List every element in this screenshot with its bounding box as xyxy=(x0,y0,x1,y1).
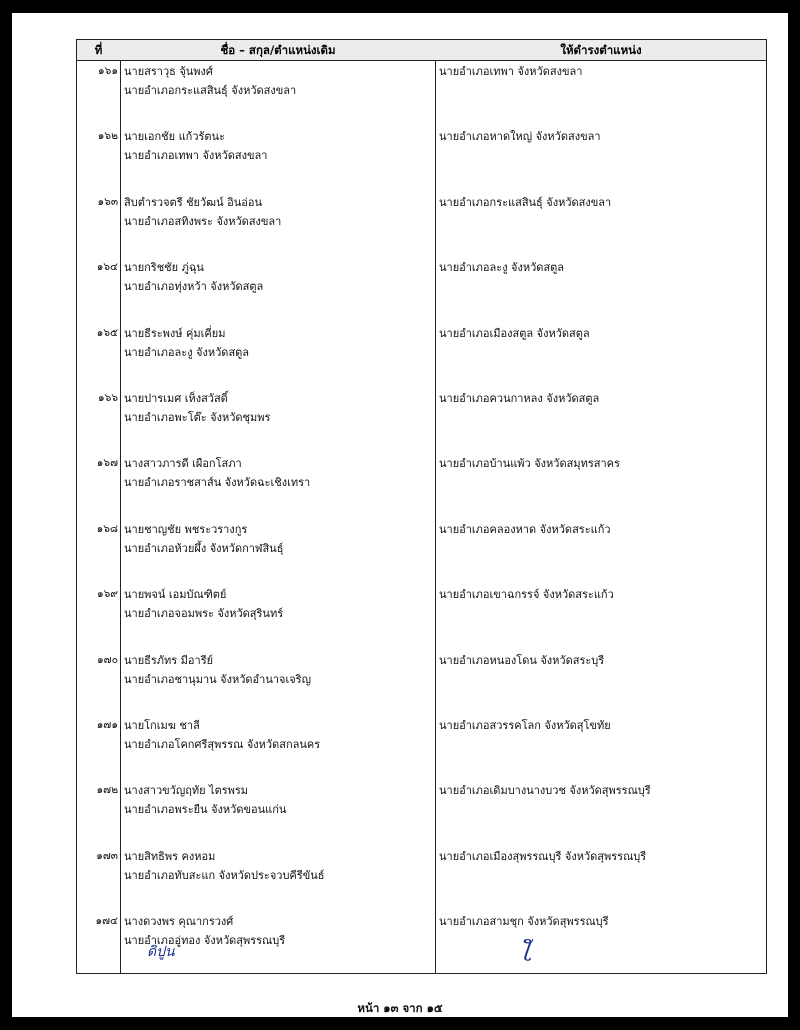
new-position: นายอำเภอเมืองสตูล จังหวัดสตูล xyxy=(439,326,590,340)
new-position: นายอำเภอควนกาหลง จังหวัดสตูล xyxy=(439,391,600,405)
person-name: นางดวงพร คุณากรวงศ์ xyxy=(124,915,234,929)
old-position: นายอำเภอทับสะแก จังหวัดประจวบคีรีขันธ์ xyxy=(124,868,325,882)
table-row xyxy=(77,650,766,715)
person-name: นายพจน์ เอมบัณฑิตย์ xyxy=(124,588,227,602)
new-position: นายอำเภอละงู จังหวัดสตูล xyxy=(439,261,565,275)
person-name: นายกริชชัย ภู่ฉุน xyxy=(124,261,204,275)
new-position: นายอำเภอบ้านแพ้ว จังหวัดสมุทรสาคร xyxy=(439,457,620,471)
header-new-position: ให้ดำรงตำแหน่ง xyxy=(560,43,642,57)
table-row xyxy=(77,911,766,976)
row-number: ๑๖๒ xyxy=(97,130,118,143)
row-number: ๑๖๙ xyxy=(96,588,118,601)
old-position: นายอำเภอห้วยผึ้ง จังหวัดกาฬสินธุ์ xyxy=(124,541,284,555)
old-position: นายอำเภออู่ทอง จังหวัดสุพรรณบุรี xyxy=(124,934,286,948)
old-position: นายอำเภอสทิงพระ จังหวัดสงขลา xyxy=(124,214,282,228)
row-number: ๑๗๐ xyxy=(97,653,118,666)
person-name: นายเอกชัย แก้วรัตนะ xyxy=(124,130,225,144)
table-row xyxy=(77,323,766,388)
table-row xyxy=(77,453,766,518)
table-row xyxy=(77,715,766,780)
new-position: นายอำเภอเทพา จังหวัดสงขลา xyxy=(439,65,583,78)
old-position: นายอำเภอเทพา จังหวัดสงขลา xyxy=(124,149,268,163)
person-name: นายปารเมศ เห็งสวัสดิ์ xyxy=(124,391,228,405)
table-row xyxy=(77,192,766,257)
signature-left: ดิปูน xyxy=(147,944,175,960)
new-position: นายอำเภอสามชุก จังหวัดสุพรรณบุรี xyxy=(439,915,609,929)
document-page xyxy=(12,13,788,1017)
new-position: นายอำเภอกระแสสินธุ์ จังหวัดสงขลา xyxy=(439,195,612,209)
row-number: ๑๖๔ xyxy=(96,261,118,274)
new-position: นายอำเภอคลองหาด จังหวัดสระแก้ว xyxy=(439,522,611,536)
appointment-table xyxy=(76,39,767,974)
table-header xyxy=(77,39,766,61)
person-name: นายโกเมฆ ชาลี xyxy=(124,718,200,732)
page-number: หน้า ๑๓ จาก ๑๕ xyxy=(357,1001,443,1015)
row-number: ๑๖๑ xyxy=(98,65,118,77)
table-row xyxy=(77,388,766,453)
old-position: นายอำเภอพะโต๊ะ จังหวัดชุมพร xyxy=(124,410,271,424)
old-position: นายอำเภอกระแสสินธุ์ จังหวัดสงขลา xyxy=(124,84,297,97)
person-name: นายสิทธิพร คงหอม xyxy=(124,849,216,863)
person-name: นางสาวภารดี เผือกโสภา xyxy=(124,457,242,471)
row-number: ๑๗๔ xyxy=(95,915,118,928)
new-position: นายอำเภอหาดใหญ่ จังหวัดสงขลา xyxy=(439,130,601,144)
old-position: นายอำเภอโคกศรีสุพรรณ จังหวัดสกลนคร xyxy=(124,737,321,751)
row-number: ๑๖๕ xyxy=(96,326,118,339)
new-position: นายอำเภอเมืองสุพรรณบุรี จังหวัดสุพรรณบุรี xyxy=(439,849,647,863)
row-number: ๑๖๘ xyxy=(96,522,118,535)
signature-right: ƪ xyxy=(524,937,532,962)
person-name: นายธีรภัทร มีอารีย์ xyxy=(124,653,214,667)
table-row xyxy=(77,519,766,584)
person-name: นายสราวุธ จุ้นพงศ์ xyxy=(124,65,213,78)
header-no: ที่ xyxy=(94,43,103,57)
table-row xyxy=(77,584,766,649)
row-number: ๑๗๑ xyxy=(96,718,118,731)
row-number: ๑๗๒ xyxy=(96,784,118,797)
row-number: ๑๖๗ xyxy=(96,457,118,470)
old-position: นายอำเภอชานุมาน จังหวัดอำนาจเจริญ xyxy=(124,672,311,686)
person-name: สิบตำรวจตรี ชัยวัฒน์ อินอ่อน xyxy=(124,195,262,209)
old-position: นายอำเภอจอมพระ จังหวัดสุรินทร์ xyxy=(124,607,284,621)
table-row xyxy=(77,846,766,911)
new-position: นายอำเภอหนองโดน จังหวัดสระบุรี xyxy=(439,653,605,667)
row-number: ๑๖๖ xyxy=(98,391,118,404)
old-position: นายอำเภอละงู จังหวัดสตูล xyxy=(124,345,250,359)
table-body xyxy=(77,61,766,976)
person-name: นางสาวขวัญฤทัย ไตรพรม xyxy=(124,784,249,798)
person-name: นายธีระพงษ์ คุ่มเคี่ยม xyxy=(124,326,226,340)
row-number: ๑๗๓ xyxy=(96,849,118,862)
new-position: นายอำเภอสวรรคโลก จังหวัดสุโขทัย xyxy=(439,718,611,732)
header-name-old-position: ชื่อ – สกุล/ตำแหน่งเดิม xyxy=(220,43,336,57)
old-position: นายอำเภอราชสาส์น จังหวัดฉะเชิงเทรา xyxy=(124,476,311,490)
table-row xyxy=(77,257,766,322)
row-number: ๑๖๓ xyxy=(97,195,118,208)
new-position: นายอำเภอเดิมบางนางบวช จังหวัดสุพรรณบุรี xyxy=(439,784,651,798)
table-row xyxy=(77,780,766,845)
table-row xyxy=(77,61,766,126)
person-name: นายชาญชัย พชระวรางกูร xyxy=(124,522,248,536)
table-row xyxy=(77,126,766,191)
new-position: นายอำเภอเขาฉกรรจ์ จังหวัดสระแก้ว xyxy=(439,588,614,602)
old-position: นายอำเภอพระยืน จังหวัดขอนแก่น xyxy=(124,803,287,817)
old-position: นายอำเภอทุ่งหว้า จังหวัดสตูล xyxy=(124,280,264,294)
